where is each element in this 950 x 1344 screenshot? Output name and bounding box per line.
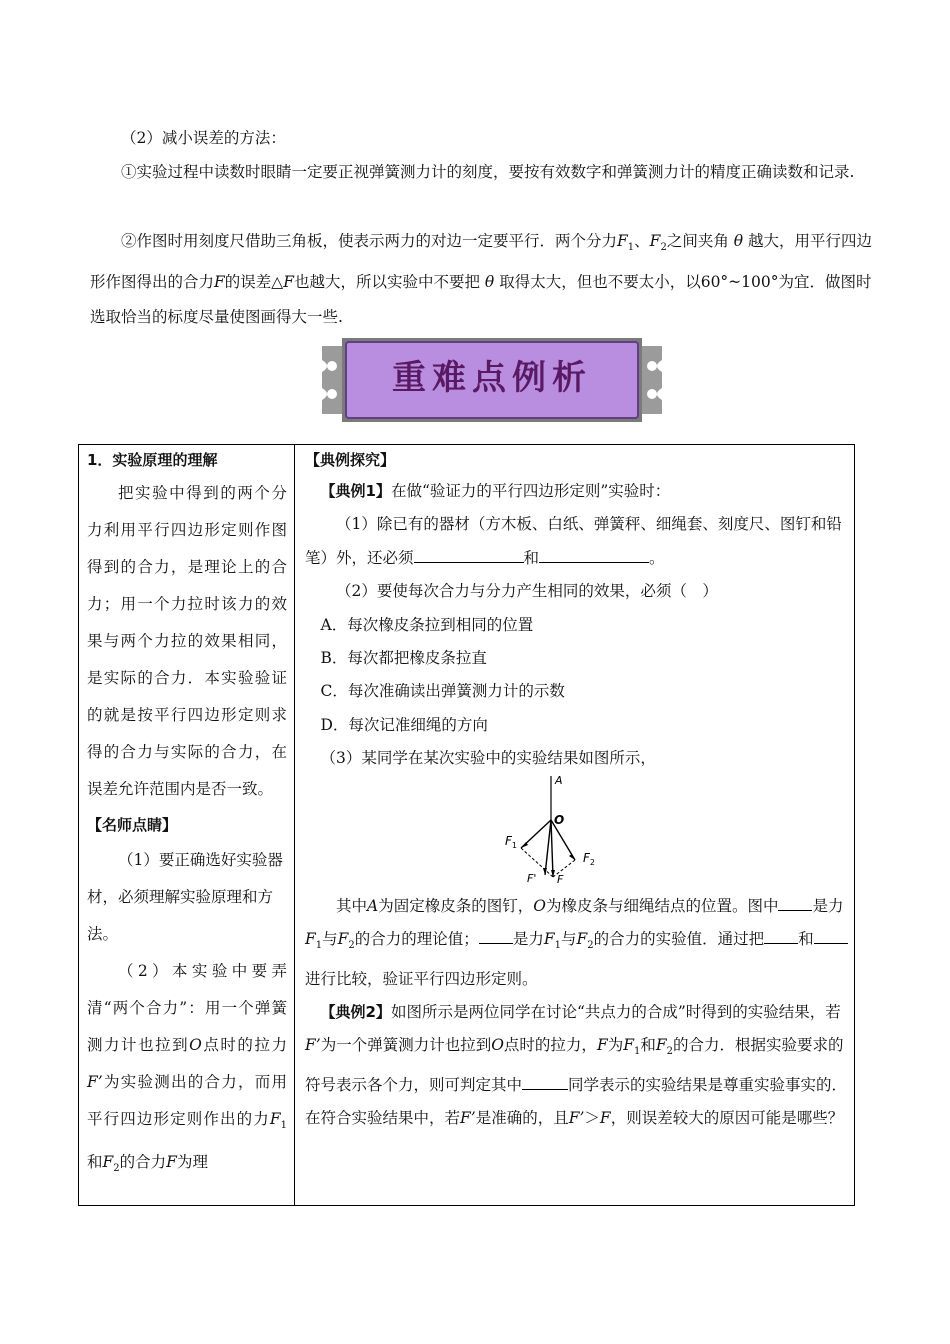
tip2: （2）本实验中要弄清“两个合力”：用一个弹簧测力计也拉到O点时的拉力F’为实验测出的合力，而用平行四边形定则作出的力$F_1$和$F_2$的合力F为理 (87, 962, 287, 1175)
intro-item2: ②作图时用刻度尺借助三角板，使表示两力的对边一定要平行．两个分力$F_1$、$F_2$之间夹角 θ 越大，用平行四边形作图得出的合力F的误差△F也越大，所以实验中不要把 θ 取得太大，但也不要太小，以60°~100°为宜．做图时选取恰当的标度尽量使图画得大一些. (90, 232, 873, 327)
question2: （2）要使每次合力与分力产生相同的效果，必须（ ） (336, 582, 718, 601)
label-fprime: F' (527, 871, 537, 885)
question1: （1）除已有的器材（方木板、白纸、弹簧秤、细绳套、刻度尺、图钉和铅笔）外，还必须 和 。 (305, 515, 842, 567)
example1-intro: 【典例1】在做“验证力的平行四边形定则”实验时： (320, 482, 671, 500)
banner-title: 重难点例析 (392, 358, 592, 398)
force-diagram (503, 774, 613, 886)
intro-heading: （2）减小误差的方法： (121, 129, 286, 147)
tips-title: 【名师点睛】 (87, 816, 178, 834)
right-title: 【典例探究】 (305, 451, 396, 469)
f-vector (551, 820, 553, 877)
label-f2: $F_2$ (583, 850, 595, 867)
answer-blank-2[interactable] (539, 546, 649, 563)
option-b: B．每次都把橡皮条拉直 (320, 649, 487, 668)
right-column (305, 445, 849, 1136)
answer-blank-3[interactable] (778, 894, 812, 911)
section-banner (322, 338, 662, 422)
answer-blank-5[interactable] (764, 927, 798, 944)
column-divider (294, 445, 295, 1205)
tip1: （1）要正确选好实验器材，必须理解实验原理和方法。 (87, 851, 283, 943)
label-f1: $F_1$ (505, 833, 517, 850)
intro-item1: ①实验过程中读数时眼睛一定要正视弹簧测力计的刻度，要按有效数字和弹簧测力计的精度正确读数和记录. (121, 163, 855, 181)
example2: 【典例2】如图所示是两位同学在讨论“共点力的合成”时得到的实验结果，若F’为一个弹簧测力计也拉到O点时的拉力，F为$F_1$和$F_2$的合力．根据实验要求的符号表示各个力，则可判定其中 同学表示的实验结果是尊重实验事实的．在符合实验结果中，若F’是准确的，且F’＞F，则误差较大的原因可能是哪些？ (305, 1002, 848, 1128)
label-f: F (557, 872, 564, 886)
dashed-side-1 (521, 848, 553, 877)
answer-blank-6[interactable] (814, 927, 848, 944)
left-para1: 把实验中得到的两个分力利用平行四边形定则作图得到的合力，是理论上的合力；用一个力拉时该力的效果与两个力拉的效果相同，是实际的合力．本实验验证的就是按平行四边形定则求得的合力与实际的合力，在误差允许范围内是否一致。 (87, 484, 287, 798)
label-a: A (555, 773, 563, 787)
answer-blank-7[interactable] (522, 1073, 568, 1090)
label-o: O (554, 812, 565, 827)
f2-arrowhead (569, 854, 575, 860)
left-column (87, 445, 287, 1187)
question3-explanation: 其中A为固定橡皮条的图钉，O为橡皮条与细绳结点的位置。图中 是力$F_1$与$F_2$的合力的理论值； 是力$F_1$与$F_2$的合力的实验值．通过把 和进行比较，验证平行四边形定则。 (305, 890, 849, 996)
option-a: A．每次橡皮条拉到相同的位置 (320, 615, 534, 634)
option-d: D．每次记准细绳的方向 (320, 715, 488, 734)
left-title: 1．实验原理的理解 (87, 451, 218, 469)
answer-blank-4[interactable] (479, 927, 513, 944)
option-c: C．每次准确读出弹簧测力计的示数 (320, 682, 565, 701)
content-table (78, 444, 855, 1206)
fprime-arrowhead (543, 868, 547, 875)
question3: （3）某同学在某次实验中的实验结果如图所示， (320, 749, 656, 768)
answer-blank-1[interactable] (414, 546, 524, 563)
fprime-vector (545, 820, 551, 875)
